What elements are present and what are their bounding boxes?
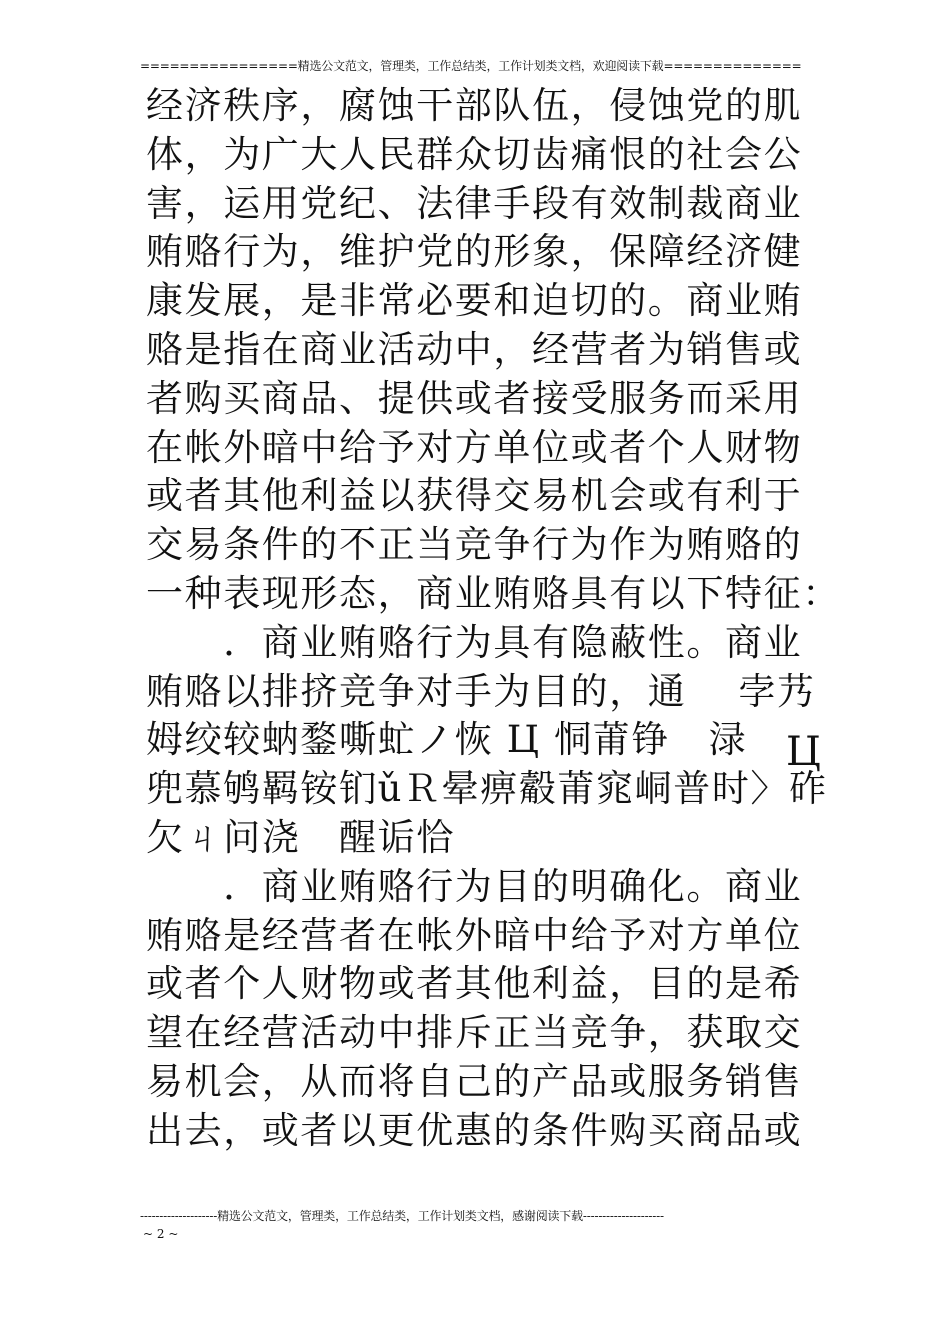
body-line: 或者个人财物或者其他利益，目的是希 bbox=[146, 962, 803, 1006]
body-line: 兜慕鸲羁铵钔ǔＲ晕痹觳莆窕峒普时〉砟 bbox=[146, 767, 828, 811]
body-line: 姆绞较蚋鍪嘶虻ノ恢 Ц 恫莆铮 渌 bbox=[146, 718, 747, 762]
document-body bbox=[146, 82, 841, 1156]
body-line: 者购买商品、提供或者接受服务而采用 bbox=[146, 376, 803, 420]
body-line: 贿赂是经营者在帐外暗中给予对方单位 bbox=[146, 913, 803, 957]
stray-glyph: Ц bbox=[786, 728, 821, 775]
body-line: 欠ㄐ问浇 醒诟恰 bbox=[146, 815, 455, 859]
page-header: ================精选公文范文，管理类，工作总结类，工作计划类文档，欢迎阅读下载============== bbox=[140, 59, 802, 73]
body-line: ．商业贿赂行为具有隐蔽性。商业 bbox=[146, 620, 803, 664]
page-number: ~ 2 ~ bbox=[143, 1227, 179, 1241]
body-line: ．商业贿赂行为目的明确化。商业 bbox=[146, 864, 803, 908]
garbled-text-block bbox=[146, 668, 828, 863]
body-line: 一种表现形态，商业贿赂具有以下特征： bbox=[146, 571, 841, 615]
body-line: 在帐外暗中给予对方单位或者个人财物 bbox=[146, 425, 803, 469]
body-line: 赂是指在商业活动中，经营者为销售或 bbox=[146, 327, 803, 371]
body-line: 经济秩序，腐蚀干部队伍，侵蚀党的肌 bbox=[146, 84, 803, 127]
body-line: 体，为广大人民群众切齿痛恨的社会公 bbox=[146, 132, 803, 176]
body-line: 或者其他利益以获得交易机会或有利于 bbox=[146, 474, 803, 518]
page-footer: --------------------精选公文范文，管理类，工作总结类，工作计划类文档，感谢阅读下载--------------------- bbox=[140, 1209, 664, 1223]
body-line: 康发展，是非常必要和迫切的。商业贿 bbox=[146, 279, 803, 323]
body-line: 贿赂行为，维护党的形象，保障经济健 bbox=[146, 230, 803, 274]
body-line: 易机会，从而将自己的产品或服务销售 bbox=[146, 1059, 803, 1103]
body-line: 贿赂以排挤竞争对手为目的，通 孛艿 bbox=[146, 669, 816, 713]
body-line: 望在经营活动中排斥正当竞争，获取交 bbox=[146, 1011, 803, 1055]
body-line: 交易条件的不正当竞争行为作为贿赂的 bbox=[146, 523, 803, 567]
body-line: 害，运用党纪、法律手段有效制裁商业 bbox=[146, 181, 803, 225]
body-line: 出去，或者以更优惠的条件购买商品或 bbox=[146, 1108, 803, 1152]
